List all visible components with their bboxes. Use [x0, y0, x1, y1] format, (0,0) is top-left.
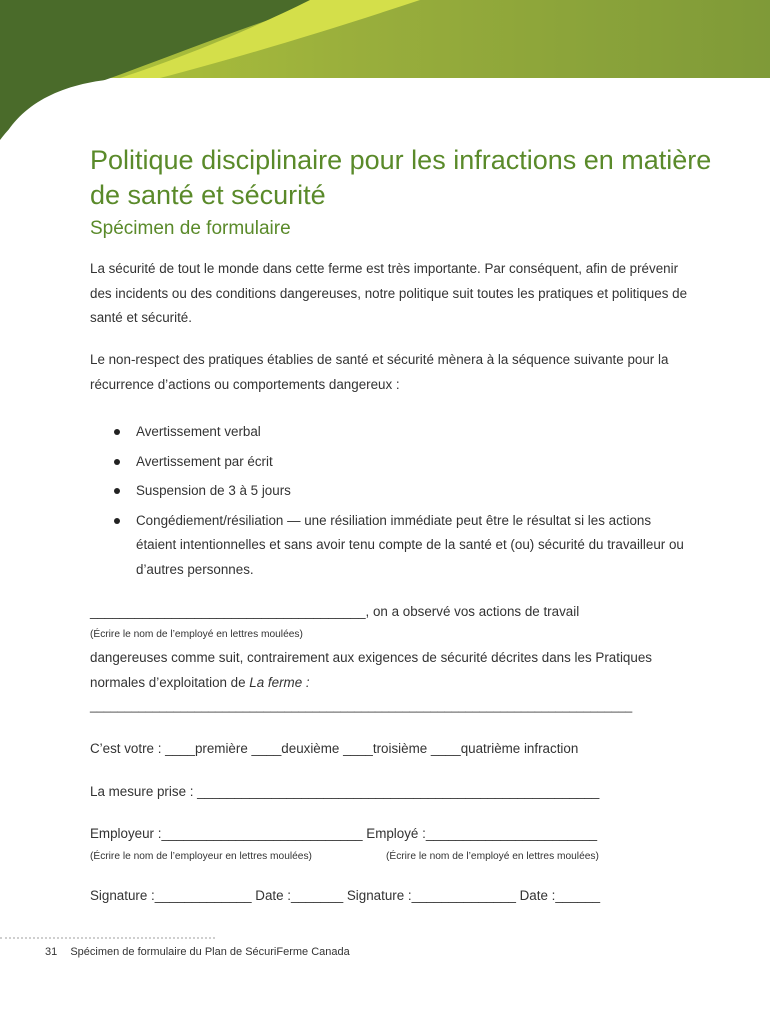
- employee-field[interactable]: _______________________: [425, 826, 598, 841]
- intro-paragraph: La sécurité de tout le monde dans cette ferme est très importante. Par conséquent, afin de prévenir des incidents ou des conditions dangereuses, notre politique suit toutes les pratiques et politiques de santé et sécurité.: [90, 261, 688, 325]
- farm-name: La ferme :: [249, 675, 310, 690]
- employee-name-hint: (Écrire le nom de l’employé en lettres moulées): [90, 629, 303, 640]
- page-number: 31: [45, 946, 58, 958]
- footer-divider: [0, 937, 215, 939]
- header-decoration: [0, 0, 770, 160]
- sanction-list: [110, 420, 690, 587]
- page-title: Politique disciplinaire pour les infractions en matière de santé et sécurité: [90, 145, 712, 210]
- signature-date-fields[interactable]: Signature :_____________ Date :_______ Signature :______________ Date :______: [90, 888, 601, 903]
- dangerous-actions-text: dangereuses comme suit, contrairement aux exigences de sécurité décrites dans les Pratiques: [90, 650, 652, 665]
- employer-label: Employeur :: [90, 826, 162, 841]
- farm-name-field[interactable]: ______________________________________________________________________________: [90, 699, 633, 713]
- list-item: Avertissement par écrit: [110, 450, 690, 475]
- list-item: Suspension de 3 à 5 jours: [110, 479, 690, 504]
- practices-text: normales d’exploitation de La ferme :: [90, 675, 310, 690]
- bullet-icon: [114, 488, 120, 494]
- bullet-icon: [114, 429, 120, 435]
- sequence-paragraph: Le non-respect des pratiques établies de santé et sécurité mènera à la séquence suivante pour la récurrence d’actions ou comportements dangereux :: [90, 352, 669, 392]
- page-subtitle: Spécimen de formulaire: [90, 218, 291, 239]
- employer-field[interactable]: ___________________________: [161, 826, 363, 841]
- bullet-icon: [114, 459, 120, 465]
- list-item: Avertissement verbal: [110, 420, 690, 445]
- footer-text: Spécimen de formulaire du Plan de SécuriFerme Canada: [70, 946, 350, 958]
- infraction-count-field[interactable]: C’est votre : ____première ____deuxième ____troisième ____quatrième infraction: [90, 741, 579, 756]
- page-footer: [45, 946, 350, 958]
- employer-hint: (Écrire le nom de l’employeur en lettres moulées): [90, 851, 312, 862]
- employee-name-field[interactable]: _____________________________________, on a observé vos actions de travail: [90, 604, 580, 619]
- list-item: Congédiement/résiliation — une résiliation immédiate peut être le résultat si les actions étaient intentionnelles et sans avoir tenu compte de la santé et (ou) sécurité du travailleur ou d’autres personnes.: [110, 509, 690, 583]
- employer-employee-row: [90, 826, 597, 841]
- measure-taken-field[interactable]: La mesure prise : ______________________________________________________: [90, 784, 600, 799]
- employee-label: Employé :: [366, 826, 426, 841]
- employee-hint: (Écrire le nom de l’employé en lettres moulées): [386, 851, 599, 862]
- bullet-icon: [114, 518, 120, 524]
